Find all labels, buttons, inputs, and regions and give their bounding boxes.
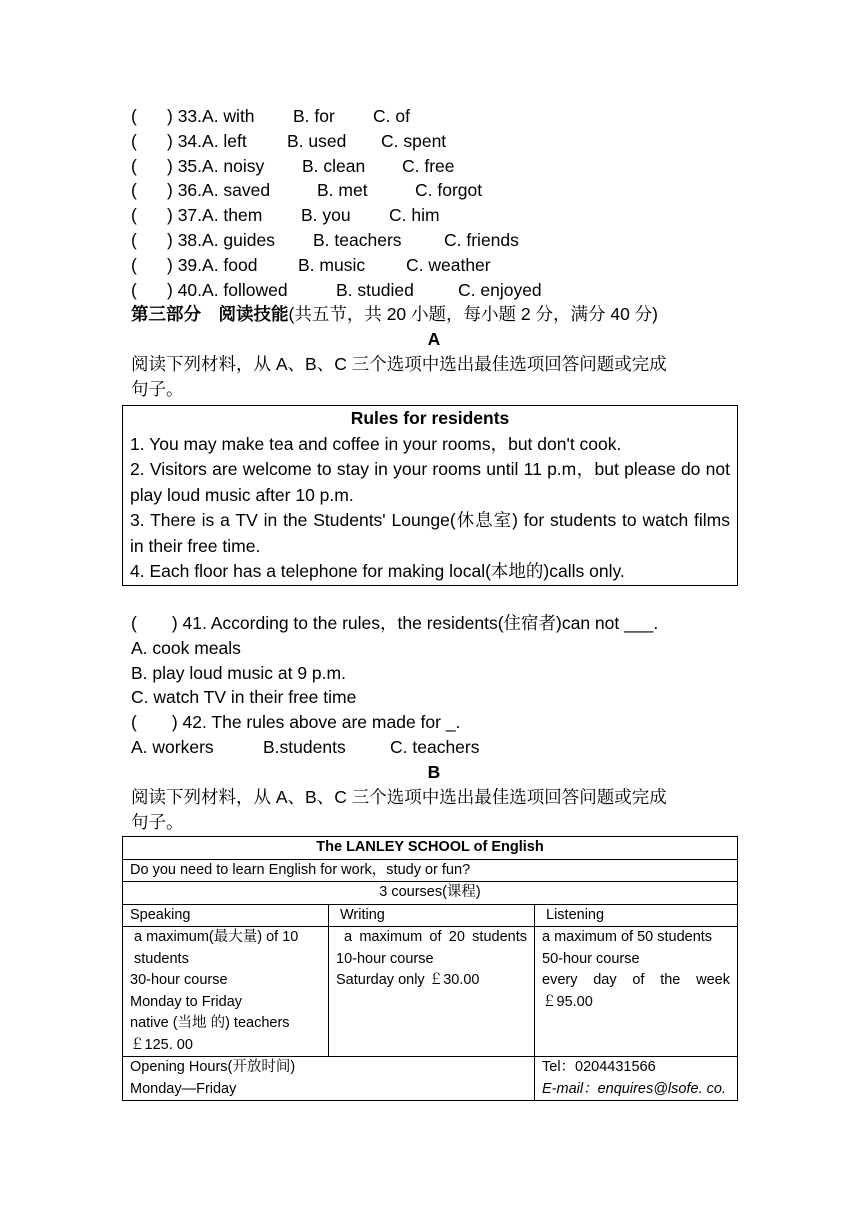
option-b: B. studied — [336, 279, 414, 300]
rules-box — [122, 405, 738, 586]
school-question: Do you need to learn English for work，study or fun? — [123, 859, 738, 882]
speaking-hours: 30-hour course — [130, 972, 228, 988]
part3-heading — [131, 302, 737, 327]
section-b-instruction-cont: 句子。 — [131, 811, 184, 832]
col-writing — [329, 904, 535, 927]
listening-details — [535, 927, 738, 1057]
opening-days: Monday—Friday — [130, 1080, 237, 1097]
section-b — [131, 760, 737, 834]
question-35 — [131, 154, 737, 179]
answer-blank: ( — [131, 279, 137, 300]
opening-hours — [123, 1057, 535, 1101]
section-a-instruction-cont: 句子。 — [131, 378, 184, 399]
question-41-stem: ( ) 41. According to the rules，the residents(住宿者)can not ___. — [131, 613, 659, 633]
option-b: B. music — [298, 254, 366, 275]
rule-4: 4. Each floor has a telephone for making local(本地的)calls only. — [130, 561, 625, 581]
option-a: A. workers — [131, 736, 214, 757]
option-b: B. teachers — [313, 229, 402, 250]
rule-3: 3. There is a TV in the Students' Lounge(休息室) for students to watch films in their free time. — [130, 510, 730, 556]
option-c: C. friends — [444, 229, 519, 250]
rule-2: 2. Visitors are welcome to stay in your rooms until 11 p.m，but please do not play loud music after 10 p.m. — [130, 459, 730, 505]
speaking-details — [123, 927, 329, 1057]
writing-label: Writing — [340, 906, 385, 923]
answer-blank: ( — [131, 254, 137, 275]
col-speaking: Speaking — [123, 904, 329, 927]
answer-blank: ( — [131, 130, 137, 151]
option-a: ) 39.A. food — [167, 254, 258, 275]
speaking-price: ￡125. 00 — [130, 1036, 193, 1053]
listening-label: Listening — [546, 906, 605, 923]
option-c: C. enjoyed — [458, 279, 542, 300]
courses-count: 3 courses(课程) — [123, 882, 738, 905]
question-42-stem: ( ) 42. The rules above are made for _. — [131, 712, 461, 733]
speaking-max: a maximum(最大量) of 10 students — [134, 929, 299, 967]
question-list — [131, 104, 737, 402]
listening-hours: 50-hour course — [542, 950, 640, 967]
option-c: C. free — [402, 155, 455, 176]
answer-blank: ( — [131, 180, 137, 201]
questions-41-42 — [131, 611, 737, 760]
option-c: C. weather — [406, 254, 491, 275]
writing-days-price: Saturday only ￡30.00 — [336, 972, 480, 988]
answer-blank: ( — [131, 106, 137, 126]
rules-title: Rules for residents — [350, 408, 510, 428]
section-b-letter: B — [427, 762, 441, 782]
question-42-options — [131, 735, 737, 760]
option-c: C. of — [373, 106, 410, 126]
part3-scoring: (共五节，共 20 小题，每小题 2 分，满分 40 分) — [288, 304, 658, 325]
question-36 — [131, 178, 737, 203]
option-a: ) 34.A. left — [167, 130, 247, 151]
option-c: C. teachers — [390, 736, 480, 757]
option-b: B. used — [287, 130, 347, 151]
part3-title: 第三部分 阅读技能 — [131, 304, 289, 325]
writing-max: a maximum of 20 students — [344, 929, 527, 945]
question-41-option-b: B. play loud music at 9 p.m. — [131, 662, 346, 683]
opening-hours-label: Opening Hours(开放时间) — [130, 1059, 296, 1075]
option-b: B. clean — [302, 155, 366, 176]
question-41-option-a: A. cook meals — [131, 637, 241, 658]
option-b: B. you — [301, 205, 351, 226]
writing-details — [329, 927, 535, 1057]
option-a: ) 40.A. followed — [167, 279, 288, 300]
option-a: ) 36.A. saved — [167, 180, 271, 201]
speaking-teachers: native (当地 的) teachers — [130, 1015, 290, 1031]
option-b: B.students — [263, 736, 346, 757]
option-a: ) 37.A. them — [167, 205, 263, 226]
speaking-days: Monday to Friday — [130, 993, 243, 1010]
option-a: ) 38.A. guides — [167, 229, 275, 250]
school-table — [122, 836, 738, 1101]
answer-blank: ( — [131, 205, 137, 226]
contact-info — [535, 1057, 738, 1101]
rule-1: 1. You may make tea and coffee in your rooms，but don't cook. — [130, 433, 622, 454]
email-address[interactable]: enquires@lsofe. co. — [597, 1080, 726, 1097]
option-b: B. met — [317, 180, 368, 201]
question-37 — [131, 203, 737, 228]
school-title: The LANLEY SCHOOL of English — [123, 837, 738, 860]
question-39 — [131, 253, 737, 278]
option-c: C. spent — [381, 130, 447, 151]
email-line — [542, 1079, 730, 1101]
listening-max: a maximum of 50 students — [542, 929, 713, 945]
writing-hours: 10-hour course — [336, 950, 434, 967]
option-a: ) 33.A. with — [167, 106, 255, 126]
question-34 — [131, 129, 737, 154]
option-b: B. for — [293, 106, 335, 126]
section-a-instruction: 阅读下列材料，从 A、B、C 三个选项中选出最佳选项回答问题或完成 — [131, 353, 667, 374]
answer-blank: ( — [131, 229, 137, 250]
telephone: Tel：0204431566 — [542, 1059, 656, 1075]
section-a-letter: A — [427, 329, 441, 350]
question-40 — [131, 278, 737, 303]
answer-blank: ( — [131, 155, 137, 176]
question-38 — [131, 228, 737, 253]
option-c: C. forgot — [415, 180, 483, 201]
col-listening — [535, 904, 738, 927]
section-b-instruction: 阅读下列材料，从 A、B、C 三个选项中选出最佳选项回答问题或完成 — [131, 786, 667, 807]
email-label: E-mail： — [542, 1080, 598, 1097]
listening-price: ￡95.00 — [542, 993, 593, 1010]
listening-days: every day of the week — [542, 972, 730, 988]
option-c: C. him — [389, 205, 440, 226]
option-a: ) 35.A. noisy — [167, 155, 265, 176]
question-33 — [131, 104, 737, 129]
question-41-option-c: C. watch TV in their free time — [131, 687, 357, 708]
